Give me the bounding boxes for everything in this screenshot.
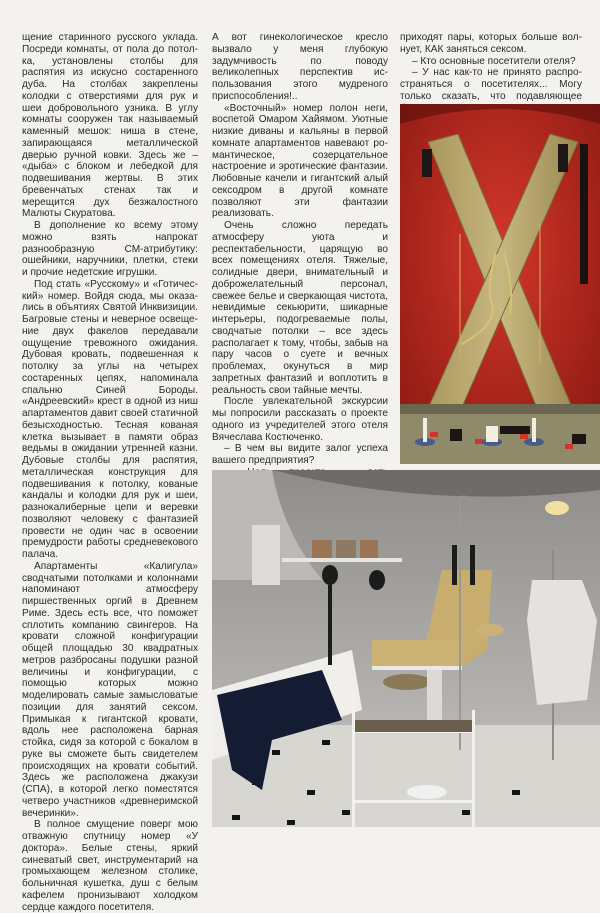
paragraph: Очень сложно передать атмосферу уюта и респектабельности, царящую во всех помещениях отеля. Тяжелые, солидные двери, внимательный и доброжелательный персонал, свежее белье и сверкающая чистота, невидимые секьюрити, шикарные интерьеры, подогреваемые полы, сводчатые потолки – все здесь располагает к тому, чтобы, забыв на пару часов о суете и вечных проблемах, окунуться в мир запретных фантазий и воплотить в реальность свои тайные мечты. — [212, 220, 388, 396]
article-column-right — [400, 32, 582, 114]
cuff — [422, 149, 432, 177]
paragraph: Под стать «Русскому» и «Готический» номер. Войдя сюда, мы оказались в объятиях Святой Инквизиции. Багровые стены и неверное освещение двух факелов передавали ощущение тревожного ожидания. Дубовая кровать, подвешенная к потолку за углы на четырех состаренных цепях, напоминала спальню Синей Бороды. «Андреевский» крест в одной из ниш апартаментов давит своей статичной безысходностью. Тесная кованая клетка вызывает в памяти образ ведьмы в ожидании утренней казни. Дубовые столбы для распятия, металлическая конструкция для подвешивания к потолку, кованые кандалы и колодки для рук и шеи, разнокалиберные цепи и веревки позволяют человеку с фантазией провести не один час в освоении премудрости работы средневекового палача. — [22, 278, 198, 560]
interview-answer: – У нас как-то не принято распространяться о посетителях... Могу только сказать, что подавляющее — [400, 67, 582, 102]
paragraph: После увлекательной экскурсии мы попросили рассказать о проекте одного из учредителей этого отеля Вячеслава Костюченко. — [212, 396, 388, 443]
article-column-left — [22, 32, 198, 913]
hanging-whip — [580, 144, 588, 284]
paragraph: В дополнение ко всему этому можно взять напрокат разнообразную СМ-атрибутику: ошейники, наручники, плетки, стеки и прочие недетские игрушки. — [22, 220, 198, 278]
interview-question: – В чем вы видите залог успеха вашего предприятия? — [212, 443, 388, 466]
photo-cross-room — [400, 104, 600, 464]
paragraph: щение старинного русского уклада. Посреди комнаты, от пола до потолка, установлены столбы для распятия из искусно состаренного дуба. На столбах закреплены колодки с отверстиями для рук и шеи добровольного узника. В углу комнаты сооружен так называемый каменный мешок: ниша в стене, запирающаяся металлической дверью ручной ковки. Здесь же – «дыба» с блоком и лебедкой для подвешивания жертвы. В этих бревенчатых стенах так и мерещится дух безжалостного Малюты Скуратова. — [22, 32, 198, 220]
white-gown — [527, 580, 597, 705]
trolley — [352, 695, 355, 827]
interview-question: – Кто основные посетители отеля? — [412, 55, 576, 67]
gyn-chair-seat — [372, 640, 462, 668]
candle — [423, 418, 427, 442]
paragraph: Апартаменты «Калигула» сводчатыми потолками и колоннами напоминают атмосферу пиршественных оргий в Древнем Риме. Здесь есть все, что поможет сплотить компанию свингеров. На кровати сложной конфигурации общей площадью 30 квадратных метров разбросаны подушки разной величины и конфигурации, с помощью которых можно моделировать самые замысловатые позиции для занятий сексом. Примыкая к гигантской кровати, вдоль нее расположена барная стойка, сидя за которой с бокалом в руке вы сможете быть свидетелем происходящих на кровати событий. Здесь же расположена джакузи (СПА), в которой легко поместятся четверо участников «древнеримской вечеринки». — [22, 560, 198, 819]
candle — [486, 426, 498, 442]
paragraph: приходят пары, которых больше волнует, КАК заняться сексом. — [400, 32, 582, 55]
photo-doctor-room — [212, 470, 600, 827]
paragraph: «Восточный» номер полон неги, воспетой Омаром Хайямом. Уютные низкие диваны и кальяны в первой комнате апартаментов навевают романтическое, созерцательное настроение и эротические фантазии. Любовные качели и гигантский алый сексодром в другой комнате позволяют эти фантазии реализовать. — [212, 102, 388, 220]
candle — [532, 418, 536, 442]
paragraph: В полное смущение поверг мою отважную спутницу номер «У доктора». Белые стены, яркий синеватый свет, инструментарий на громыхающем железном столике, больничная кушетка, душ с белым кафелем пронизывают холодком сердце каждого посетителя. — [22, 819, 198, 913]
article-column-middle — [212, 32, 388, 537]
paragraph: А вот гинекологическое кресло вызвало у меня глубокую задумчивость по поводу великолепных перспектив использования этого мудреного приспособления!.. — [212, 32, 388, 102]
cuff — [558, 144, 568, 172]
